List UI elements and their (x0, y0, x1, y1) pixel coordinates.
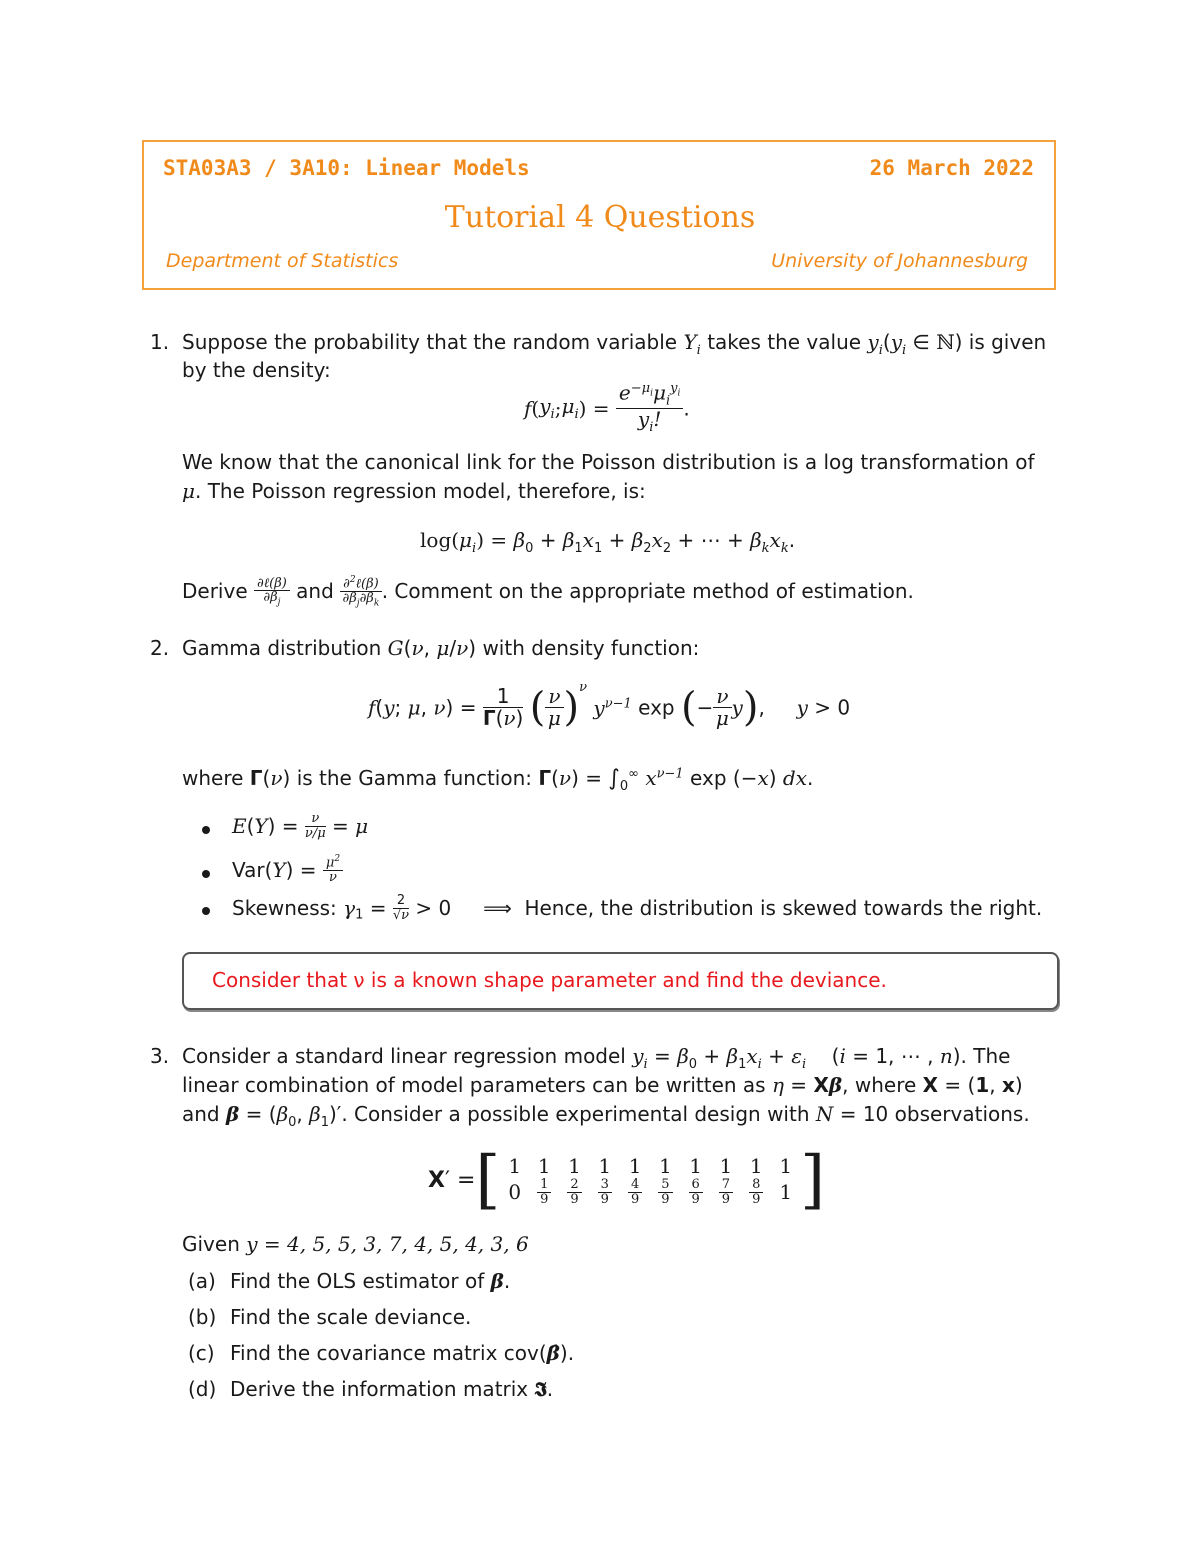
matrix-cell: $\frac{8}{9}$ (741, 1178, 771, 1206)
matrix-cell: 1 (779, 1180, 793, 1204)
matrix-cell: 1 (658, 1153, 672, 1178)
matrix-cell: $\frac{6}{9}$ (681, 1178, 711, 1206)
q1-line2: by the density: (182, 358, 331, 382)
matrix-cell: $\frac{2}{9}$ (559, 1178, 589, 1206)
page-title: Tutorial 4 Questions (444, 200, 756, 235)
q3-part-c: Find the covariance matrix cov(β̂). (230, 1341, 575, 1365)
matrix-cell: 0 (508, 1180, 522, 1204)
q2-intro: Gamma distribution G(ν, μ/ν) with density function: (182, 636, 700, 660)
q2-bullet-expectation: E(Y) = $\frac{\nu}{\nu/\mu}$ = μ (232, 811, 369, 841)
bullet-icon (202, 870, 210, 878)
q2-gamma-function-line: where Γ(ν) is the Gamma function: $\Gamma(\nu) = \int_0^\infty$ $x^{\nu-1}$ exp (−x) dx. (182, 766, 814, 794)
q2-deviance-task: Consider that ν is a known shape parameter and find the deviance. (212, 968, 887, 992)
university-name: University of Johannesburg (771, 250, 1028, 272)
q1-density-formula: $f(y_i;\mu_i)$ = $\frac{e^{-\mu_i}\mu_i^{y_i}}{y_i!}$ . (524, 380, 690, 436)
q1-poisson-model-formula: $\log(\mu_i) = \beta_0 + \beta_1x_1 + \beta_2x_2$ + ⋯ + $\beta_kx_k$. (420, 528, 796, 556)
q2-number: 2. (150, 636, 170, 660)
q3-given-values: Given y = 4, 5, 5, 3, 7, 4, 5, 4, 3, 6 (182, 1232, 529, 1256)
matrix-cell: 1 (689, 1153, 702, 1178)
matrix-cell: 1 (749, 1153, 763, 1178)
q3-number: 3. (150, 1044, 170, 1068)
bullet-icon (202, 826, 210, 834)
department-name: Department of Statistics (166, 250, 399, 272)
q2-bullet-skewness: Skewness: $\gamma_1$ = $\frac{2}{√\nu}$ > 0 ⟹ Hence, the distribution is skewed towards the right. (232, 893, 1043, 923)
bullet-icon (202, 907, 210, 915)
q1-line4: μ. The Poisson regression model, therefore, is: (182, 479, 646, 503)
course-code: STA03A3 / 3A10: Linear Models (163, 156, 530, 180)
q3-part-c-label: (c) (188, 1341, 215, 1365)
matrix-cell: $\frac{7}{9}$ (711, 1178, 741, 1206)
matrix-cell: $\frac{5}{9}$ (650, 1178, 680, 1206)
matrix-cell: $\frac{4}{9}$ (620, 1178, 650, 1206)
q3-line2: linear combination of model parameters can be written as η = Xβ, where X = (1, x) (182, 1073, 1023, 1097)
tutorial-date: 26 March 2022 (869, 156, 1034, 180)
q3-part-d-label: (d) (188, 1377, 217, 1401)
design-matrix: X′ = [ 1 1 1 1 1 1 1 1 1 1 0 $\frac{1}{9}$ $\frac{2}{9}$ $\frac{3}{9}$ $\frac{4}{9}$ $\frac{5}{9}$ $\frac{6}{9}$ $\frac{7}{9}$ $\frac{8}{9}$ 1 ] (428, 1143, 826, 1217)
matrix-cell: 1 (568, 1153, 581, 1178)
q3-part-b: Find the scale deviance. (230, 1305, 472, 1329)
matrix-cell: $\frac{3}{9}$ (590, 1178, 620, 1206)
q1-line1: Suppose the probability that the random variable $Y_i$ takes the value $y_i(y_i$ ∈ ℕ) is given (182, 330, 1047, 358)
q1-number: 1. (150, 330, 170, 354)
q3-part-b-label: (b) (188, 1305, 217, 1329)
q3-part-d: Derive the information matrix 𝕴. (230, 1377, 554, 1401)
q1-derive-line: Derive $\frac{\text{∂ℓ(β)}}{\partial\beta_j}$ and $\frac{\partial^2\ell(\beta)}{\partial\beta_j\partial\beta_k}$ . Comment on the appropriate method of estimation. (182, 575, 914, 609)
matrix-cell: 1 (598, 1153, 612, 1178)
q2-gamma-density-formula: f(y; μ, ν) = $\frac{1}{\Gamma(\nu)}$ ( $\frac{\nu}{\mu}$ )$^\nu$ $y^{\nu-1}$ exp (− $\frac{\nu}{\mu}$ y), y > 0 (368, 680, 851, 731)
matrix-cell: 1 (719, 1153, 733, 1178)
matrix-cell: 1 (628, 1153, 642, 1178)
matrix-cell: 1 (779, 1153, 793, 1178)
q3-part-a-label: (a) (188, 1269, 216, 1293)
q2-bullet-variance: Var(Y) = $\frac{\mu^2}{\nu}$ (232, 855, 343, 885)
q3-part-a: Find the OLS estimator of β. (230, 1269, 511, 1293)
q3-line3: and $\beta = (\beta_0$, $\beta_1)'$. Consider a possible experimental design with N = 10 observations. (182, 1102, 1030, 1130)
matrix-cell: 1 (508, 1153, 522, 1178)
q1-line3: We know that the canonical link for the Poisson distribution is a log transformation of (182, 450, 1035, 474)
matrix-cell: $\frac{1}{9}$ (529, 1178, 559, 1206)
q3-line1: Consider a standard linear regression model $y_i = \beta_0 + \beta_1x_i + \varepsilon_i$ (i = 1, ⋯ , n). The (182, 1044, 1011, 1072)
design-matrix-table (500, 1154, 800, 1206)
matrix-cell: 1 (537, 1153, 551, 1178)
